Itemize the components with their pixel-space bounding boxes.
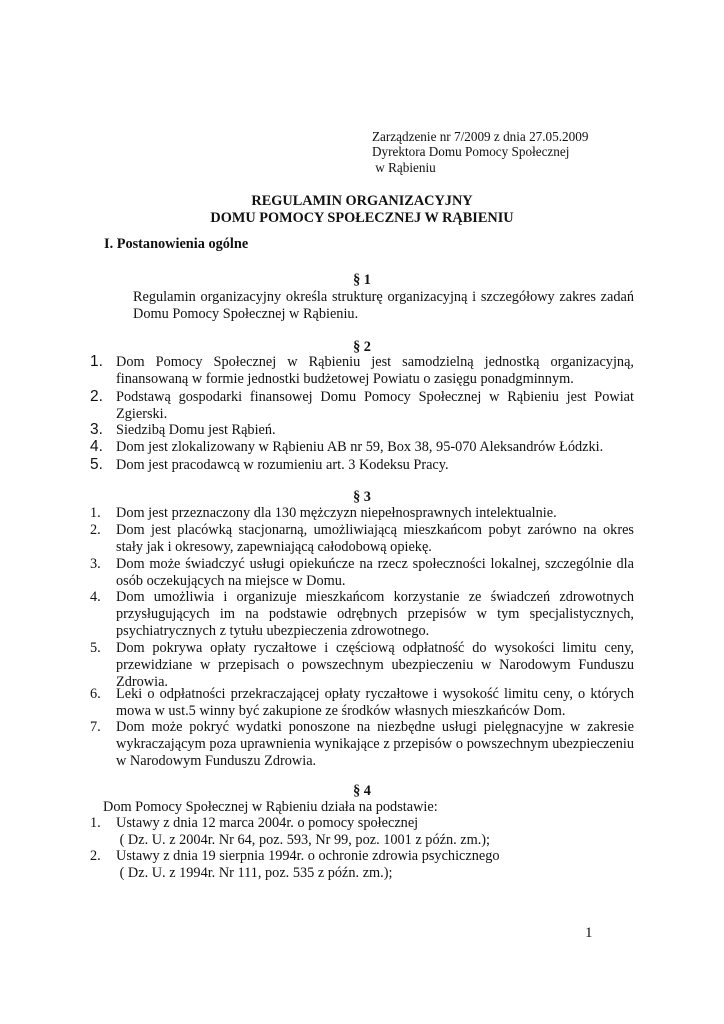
list-number: 2. [90,522,101,538]
statute-title: Ustawy z dnia 19 sierpnia 1994r. o ochronie zdrowia psychicznego [116,848,500,864]
list-item [90,389,634,423]
list-item [90,422,634,439]
list-item [90,505,634,522]
page-number: 1 [585,925,593,941]
list-number: 3. [90,556,101,572]
list-text: Podstawą gospodarki finansowej Domu Pomocy Społecznej w Rąbieniu jest Powiat Zgierski. [116,389,634,422]
list-text: Dom może pokryć wydatki ponoszone na niezbędne usługi pielęgnacyjne w zakresie wykraczającym poza uprawnienia wynikające z przepisów o powszechnym ubezpieczeniu w Narodowym Funduszu Zdrowia. [116,719,634,769]
paragraph-mark-1: § 1 [353,272,371,288]
section-heading: I. Postanowienia ogólne [104,236,249,252]
statute-title: Ustawy z dnia 12 marca 2004r. o pomocy społecznej [116,815,419,831]
order-header [372,129,588,175]
list-item [90,457,634,474]
list-text: Dom pokrywa opłaty ryczałtowe i częściową odpłatność do wysokości limitu ceny, przewidziane w przepisach o powszechnym ubezpieczeniu w Narodowym Funduszu Zdrowia. [116,640,634,690]
list-item [90,354,634,388]
list-item [90,589,634,639]
list-item [90,522,634,556]
list-number: 2. [90,388,103,405]
order-line: Zarządzenie nr 7/2009 z dnia 27.05.2009 [372,129,589,144]
list-number: 1. [90,353,103,370]
list-number: 5. [90,640,101,656]
paragraph-4-intro: Dom Pomocy Społecznej w Rąbieniu działa na podstawie: [103,799,438,815]
statute-citation: ( Dz. U. z 2004r. Nr 64, poz. 593, Nr 99, poz. 1001 z późn. zm.); [116,831,491,848]
list-text: Dom jest zlokalizowany w Rąbieniu AB nr 59, Box 38, 95-070 Aleksandrów Łódzki. [116,439,604,455]
list-text: Dom umożliwia i organizuje mieszkańcom korzystanie ze świadczeń zdrowotnych przysługujących im na podstawie odrębnych przepisów w tym specjalistycznych, psychiatrycznych z tytułu ubezpieczenia zdrowotnego. [116,589,634,639]
list-text: Siedzibą Domu jest Rąbień. [116,422,276,438]
list-item [90,439,634,456]
paragraph-mark-2: § 2 [353,339,371,355]
list-number: 6. [90,686,101,702]
list-number: 1. [90,505,101,521]
list-item [90,686,634,720]
paragraph-mark-3: § 3 [353,489,371,505]
list-number: 5. [90,456,103,473]
list-number: 1. [90,815,101,831]
list-text: Leki o odpłatności przekraczającej opłaty ryczałtowe i wysokość limitu ceny, o których mowa w ust.5 winny być zakupione ze środków własnych mieszkańców Dom. [116,686,634,719]
list-item [90,848,634,882]
title-line-1: REGULAMIN ORGANIZACYJNY [251,193,473,209]
list-text: Dom jest placówką stacjonarną, umożliwiającą mieszkańcom pobyt zarówno na okres stały jak i okresowy, zapewniającą całodobową opiekę. [116,522,634,555]
list-number: 7. [90,719,101,735]
list-text: Dom Pomocy Społecznej w Rąbieniu jest samodzielną jednostką organizacyjną, finansowaną w formie jednostki budżetowej Powiatu o zasięgu ponadgminnym. [116,354,634,387]
list-item [90,815,634,849]
list-number: 3. [90,421,103,438]
list-item [90,719,634,769]
paragraph-mark-4: § 4 [353,783,371,799]
statute-citation: ( Dz. U. z 1994r. Nr 111, poz. 535 z późn. zm.); [116,864,393,881]
paragraph-1-text: Regulamin organizacyjny określa strukturę organizacyjną i szczegółowy zakres zadań Domu Pomocy Społecznej w Rąbieniu. [133,289,634,322]
list-item [90,640,634,690]
list-number: 4. [90,438,103,455]
list-text: Dom jest przeznaczony dla 130 mężczyzn niepełnosprawnych intelektualnie. [116,505,557,521]
director-line: Dyrektora Domu Pomocy Społecznej [372,144,570,160]
list-text: Dom może świadczyć usługi opiekuńcze na rzecz społeczności lokalnej, szczególnie dla osób oczekujących na miejsce w Domu. [116,556,634,589]
list-number: 4. [90,589,101,605]
list-item [90,556,634,590]
document-title [90,193,634,226]
title-line-2: DOMU POMOCY SPOŁECZNEJ W RĄBIENIU [210,209,514,226]
place-line: w Rąbieniu [372,159,436,175]
list-text: Dom jest pracodawcą w rozumieniu art. 3 Kodeksu Pracy. [116,457,449,473]
list-number: 2. [90,848,101,864]
